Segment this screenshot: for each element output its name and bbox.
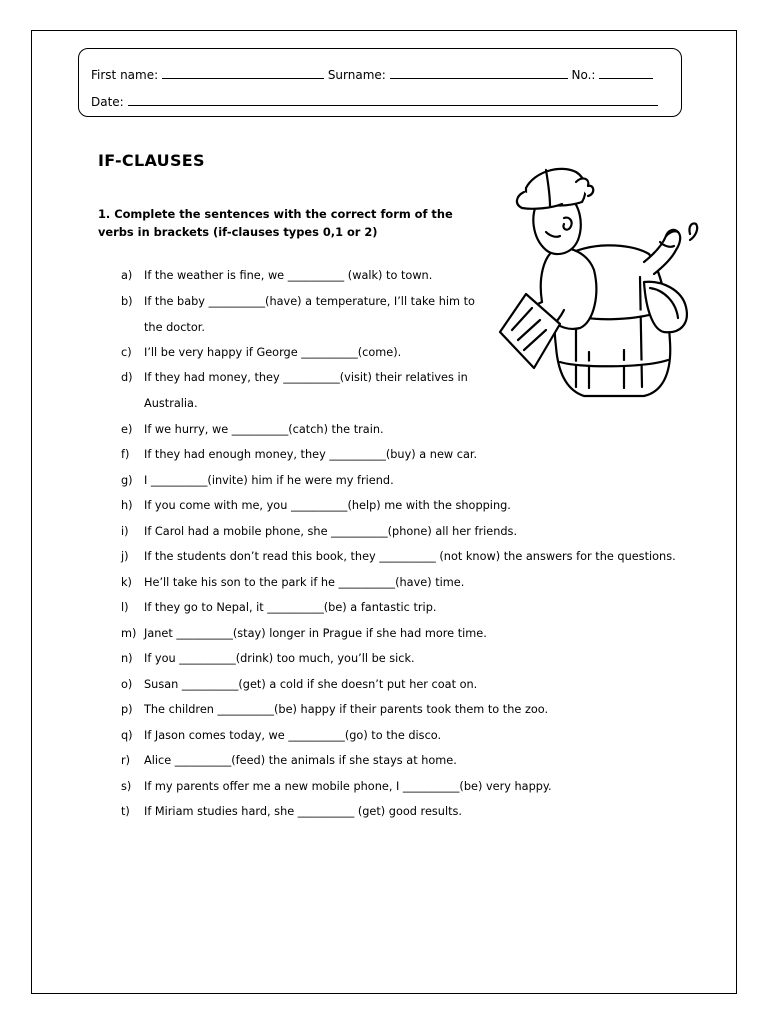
exercise-letter: k) xyxy=(121,576,132,589)
exercise-text: If they had enough money, they __________(buy) a new car. xyxy=(144,448,478,461)
exercise-letter: f) xyxy=(121,448,130,461)
exercise-letter: h) xyxy=(121,499,133,512)
exercise-letter: t) xyxy=(121,805,130,818)
exercise-text: If Jason comes today, we __________(go) to the disco. xyxy=(144,729,442,742)
surname-field[interactable] xyxy=(390,67,568,79)
exercise-text: If the baby __________(have) a temperature, I’ll take him to the doctor. xyxy=(144,295,479,334)
exercise-text: He’ll take his son to the park if he __________(have) time. xyxy=(144,576,465,589)
exercise-letter: s) xyxy=(121,780,132,793)
exercise-text: If we hurry, we __________(catch) the train. xyxy=(144,423,384,436)
exercise-text: If they had money, they __________(visit) their relatives in Australia. xyxy=(144,371,472,410)
date-label: Date: xyxy=(91,95,124,109)
exercise-text: Susan __________(get) a cold if she doesn’t put her coat on. xyxy=(144,678,478,691)
student-info-line-1 xyxy=(91,67,653,82)
worksheet-title: IF-CLAUSES xyxy=(98,151,205,170)
exercise-text: Alice __________(feed) the animals if she stays at home. xyxy=(144,754,457,767)
exercise-letter: q) xyxy=(121,729,133,742)
exercise-text: I’ll be very happy if George __________(come). xyxy=(144,346,402,359)
first-name-label: First name: xyxy=(91,68,159,82)
surname-label: Surname: xyxy=(327,68,386,82)
exercise-letter: j) xyxy=(121,550,129,563)
exercise-text: If Carol had a mobile phone, she __________(phone) all her friends. xyxy=(144,525,518,538)
exercise-text: If my parents offer me a new mobile phone, I __________(be) very happy. xyxy=(144,780,552,793)
exercise-text: If you __________(drink) too much, you’ll be sick. xyxy=(144,652,415,665)
exercise-text: Janet __________(stay) longer in Prague if she had more time. xyxy=(144,627,487,640)
exercise-letter: n) xyxy=(121,652,133,665)
exercise-text: If Miriam studies hard, she __________ (get) good results. xyxy=(144,805,462,818)
exercise-text: If the students don’t read this book, they __________ (not know) the answers for the questions. xyxy=(144,550,676,563)
exercise-letter: l) xyxy=(121,601,129,614)
exercise-letter: e) xyxy=(121,423,133,436)
student-info-line-2 xyxy=(91,94,658,109)
exercise-letter: i) xyxy=(121,525,129,538)
number-field[interactable] xyxy=(599,67,653,79)
exercise-text: The children __________(be) happy if their parents took them to the zoo. xyxy=(144,703,549,716)
backpacker-hitchhiker-icon xyxy=(494,162,700,402)
exercise-text: If you come with me, you __________(help) me with the shopping. xyxy=(144,499,511,512)
exercise-instruction: 1. Complete the sentences with the correct form of the verbs in brackets (if-clauses types 0,1 or 2) xyxy=(98,207,453,239)
exercise-letter: d) xyxy=(121,371,133,384)
exercise-letter: c) xyxy=(121,346,132,359)
number-label: No.: xyxy=(571,68,596,82)
first-name-field[interactable] xyxy=(162,67,324,79)
exercise-letter: p) xyxy=(121,703,133,716)
student-info-box xyxy=(78,48,682,117)
exercise-text: If the weather is fine, we __________ (walk) to town. xyxy=(144,269,433,282)
date-field[interactable] xyxy=(128,94,658,106)
exercise-letter: o) xyxy=(121,678,133,691)
exercise-letter: m) xyxy=(121,627,137,640)
exercise-letter: a) xyxy=(121,269,133,282)
exercise-text: I __________(invite) him if he were my friend. xyxy=(144,474,394,487)
exercise-text: If they go to Nepal, it __________(be) a fantastic trip. xyxy=(144,601,437,614)
exercise-letter: g) xyxy=(121,474,133,487)
exercise-letter: b) xyxy=(121,295,133,308)
exercise-letter: r) xyxy=(121,754,131,767)
